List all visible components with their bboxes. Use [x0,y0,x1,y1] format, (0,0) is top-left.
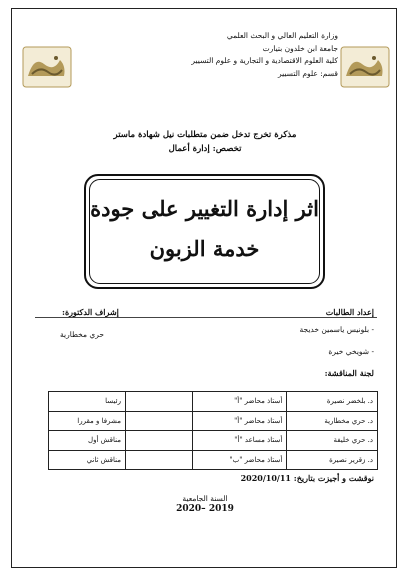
member-university [125,411,192,431]
student-name: - شويخي خيرة [328,347,374,356]
academic-year-label: السنة الجامعية [182,494,228,503]
member-university [125,431,192,451]
committee-table [48,391,378,470]
member-role: مشرفا و مقررا [49,411,126,431]
member-name: د. بلخضر نصيرة [287,392,378,412]
students-label: إعداد الطالبات [325,307,374,317]
member-rank: أستاذ محاضر "أ" [192,392,287,412]
table-row [49,392,378,412]
ministry-line: وزارة التعليم العالي و البحث العلمي [226,31,338,40]
thesis-title-line-1: اثر إدارة التغيير على جودة [90,196,319,221]
supervisor-label: إشراف الدكتورة: [62,307,119,317]
university-logo-icon [340,46,390,88]
faculty-line: كلية العلوم الاقتصادية و التجارية و علوم التسيير [191,56,338,65]
divider [35,317,377,318]
university-logo-icon [22,46,72,88]
member-rank: أستاذ محاضر "أ" [192,411,287,431]
member-rank: أستاذ محاضر "ب" [192,450,287,470]
member-rank: أستاذ مساعد "أ" [192,431,287,451]
academic-year-value: 2019 –2020 [176,504,234,514]
table-row [49,450,378,470]
thesis-specialty: تخصص: إدارة أعمال [168,144,242,154]
member-role: مناقش ثاني [49,450,126,470]
member-name: د. حري مخطارية [287,411,378,431]
defense-date-value: 2020/10/11 [240,473,291,483]
member-university [125,392,192,412]
department-line: قسم: علوم التسيير [277,68,338,78]
institution-header [108,30,338,80]
university-line: جامعة ابن خلدون بتيارت [262,43,338,53]
supervisor-name: حري مخطارية [60,330,105,339]
title-box [84,174,325,289]
member-university [125,450,192,470]
member-role: رئيسا [49,392,126,412]
table-row [49,411,378,431]
member-role: مناقش أول [49,431,126,451]
defense-date-label: نوقشت و أجيزت بتاريخ: [293,473,374,483]
thesis-subtitle: مذكرة تخرج تدخل ضمن متطلبات نيل شهادة ماستر [113,130,297,140]
member-name: د. زقرير نصيرة [287,450,378,470]
committee-label: لجنة المناقشة: [324,368,374,378]
defense-date-line [241,473,374,483]
member-name: د. حري خليفة [287,431,378,451]
student-name: - بلونيس ياسمين خديجة [299,325,374,334]
thesis-title-line-2: خدمة الزبون [149,236,260,261]
table-row [49,431,378,451]
